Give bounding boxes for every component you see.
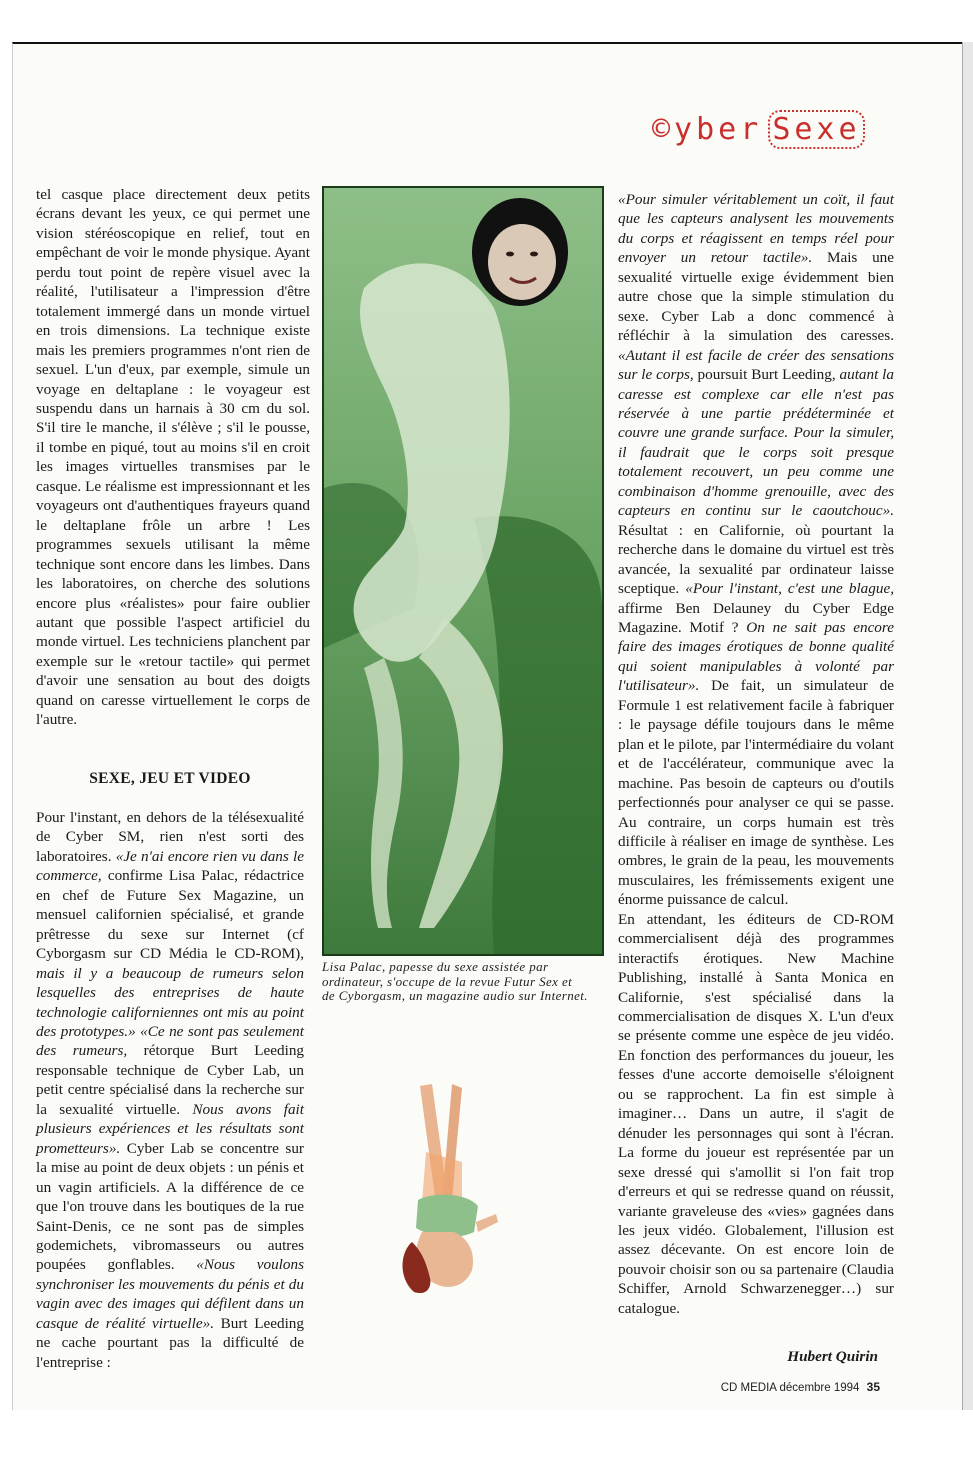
quote-run: mais il y a beaucoup de rumeurs selon lesquelles des entreprises de haute technologie californiennes ont mis au point des prototypes.» «Ce ne sont pas seulement des rumeurs, (36, 964, 304, 1060)
text-run: rétorque Burt Leeding responsable technique de Cyber Lab, un petit centre spécialisé dans la recherche sur la sexualité virtuelle. (36, 1042, 305, 1118)
quote-run: «Pour l'instant, c'est une blague, (685, 580, 894, 598)
author-signature: Hubert Quirin (787, 1348, 878, 1365)
page-folio (700, 1380, 880, 1394)
quote-run: «Nous voulons synchroniser les mouvements du pénis et du vagin avec des images qui défilent dans un casque de réalité virtuelle». (36, 1256, 304, 1332)
top-margin (0, 0, 973, 40)
publication-name: CD MEDIA (720, 1382, 777, 1394)
column-left-top (36, 185, 310, 730)
quote-run: On ne sait pas encore faire des images érotiques de bonne qualité qui soient manipulables à volonté par l'utilisateur». (618, 618, 894, 695)
bottom-margin (0, 1412, 973, 1459)
section-logo (652, 110, 902, 154)
portrait-photo (322, 186, 604, 956)
quote-run: autant la caresse est complexe car elle n'est pas réservée à une partie prédéterminée et couvre une grande surface. Pour la simuler, il faudrait que le corps soit presque totalement recouvert, un peu comme une combinaison d'homme grenouille, avec des capteurs en continu sur le caoutchouc». (618, 366, 894, 520)
photo-illustration (324, 188, 602, 954)
section-heading: SEXE, JEU ET VIDEO (89, 770, 251, 787)
logo-word: Sexe (768, 110, 864, 149)
text-run: affirme Ben Delauney du Cyber Edge Magazine. Motif ? (618, 599, 894, 636)
paragraph (618, 190, 894, 910)
text-run: confirme Lisa Palac, rédactrice en chef de Future Sex Magazine, un mensuel californien spécialisé, et grande prêtresse du sexe sur Internet (cf Cyborgasm sur CD Média le CD-ROM), (36, 867, 304, 963)
text-run: De fait, un simulateur de Formule 1 est relativement facile à fabriquer : le paysage défile toujours dans le même plan et le pilote, par l'intermédiaire du volant et de l'accélérateur, communique avec la machine. Pas besoin de capteurs ou d'outils perfectionnés pour analyser ce qui se passe. Au contraire, un corps humain est très difficile à réaliser en image de synthèse. Les ombres, le grain de la peau, les mouvements musculaires, les frémissements exigent une énorme puissance de calcul. (618, 677, 894, 909)
page-edge (962, 42, 973, 1410)
pinup-illustration (392, 1082, 502, 1298)
quote-run: «Je n'ai encore rien vu dans le commerce, (36, 847, 304, 885)
logo-prefix: ©yber (652, 112, 763, 147)
column-left-bottom (36, 808, 304, 1372)
quote-run: «Pour simuler véritablement un coït, il faut que les capteurs analysent les mouvements du corps et réagissent en temps réel pour envoyer un retour tactile». (618, 191, 894, 267)
quote-run: «Autant il est facile de créer des sensations sur le corps, (618, 346, 894, 384)
page-number: 35 (866, 1380, 880, 1394)
paragraph (36, 808, 304, 1372)
paragraph: En attendant, les éditeurs de CD-ROM commercialisent déjà des programmes interactifs érotiques. New Machine Publishing, installé à Santa Monica en Californie, s'est spécialisé dans la commercialisation de disques X. L'un d'eux se présente comme une espèce de jeu vidéo. En fonction des performances du joueur, les fesses d'une accorte demoiselle s'éloignent ou se rapprochent. La fin est simple à imaginer… Dans un autre, il s'agit de dénuder les personnages qui sont à l'écran. La forme du joueur est représentée par un sexe dressé qui s'amollit si l'on fait trop d'erreurs et qui se redresse quand on réussit, variante graveleuse des «vies» gagnées dans les jeux vidéo. Globalement, l'illusion est assez décevante. On est encore loin de pouvoir choisir son ou sa partenaire (Claudia Schiffer, Arnold Schwarzenegger…) sur catalogue. (618, 910, 894, 1317)
text-run: Pour l'instant, en dehors de la télésexualité de Cyber SM, rien n'est sorti des laboratoires. (36, 809, 304, 865)
text-run: Cyber Lab se concentre sur la mise au point de deux objets : un pénis et un vagin artificiels. A la différence de ce que l'on trouve dans les boutiques de la rue Saint-Denis, ce ne sont pas de simples godemichets, vibromasseurs ou autres poupées gonflables. (36, 1139, 304, 1274)
text-run: Résultat : en Californie, où pourtant la recherche dans le domaine du virtuel est très avancée, la sexualité par ordinateur laisse sceptique. (618, 521, 894, 598)
quote-run: Nous avons fait plusieurs expériences et les résultats sont prometteurs». (36, 1100, 304, 1157)
text-run: Mais une sexualité virtuelle exige évidemment bien autre chose que la simple stimulation du sexe. Cyber Lab a donc commencé à réfléchir à la simulation des caresses. (618, 249, 894, 345)
paragraph: tel casque place directement deux petits écrans devant les yeux, ce qui permet une vision stéréoscopique en relief, tout en empêchant de voir le monde physique. Ayant perdu tout point de repère visuel avec la réalité, l'utilisateur a l'impression d'être totalement immergé dans un monde virtuel en trois dimensions. La technique existe mais les premiers programmes n'ont rien de sexuel. L'un d'eux, par exemple, simule un voyage en deltaplane : le voyageur est suspendu dans un harnais à 30 cm du sol. S'il tire le manche, il s'élève ; s'il le pousse, il tombe en piqué, tout au moins s'il en croit les images virtuelles transmises par le casque. Le réalisme est impressionnant et les voyageurs ont d'authentiques frayeurs quand le deltaplane frôle un arbre ! Les programmes sexuels utilisant la même technique sont encore dans les limbes. Dans les laboratoires, on cherche des solutions encore plus «réalistes» pour faire oublier autant que possible l'aspect artificiel du monde virtuel. Les techniciens planchent par exemple sur le «retour tactile» qui permet d'avoir une sensation au bout des doigts quand on caresse virtuellement le corps de l'autre. (36, 186, 310, 729)
issue-date: décembre 1994 (779, 1382, 860, 1394)
photo-caption: Lisa Palac, papesse du sexe assistée par ordinateur, s'occupe de la revue Futur Sex et de Cyborgasm, un magazine audio sur Internet. (322, 959, 588, 1003)
text-run: Burt Leeding ne cache pourtant pas la difficulté de l'entreprise : (36, 1314, 304, 1371)
column-right (618, 190, 894, 1318)
text-run: poursuit Burt Leeding, (693, 366, 840, 384)
